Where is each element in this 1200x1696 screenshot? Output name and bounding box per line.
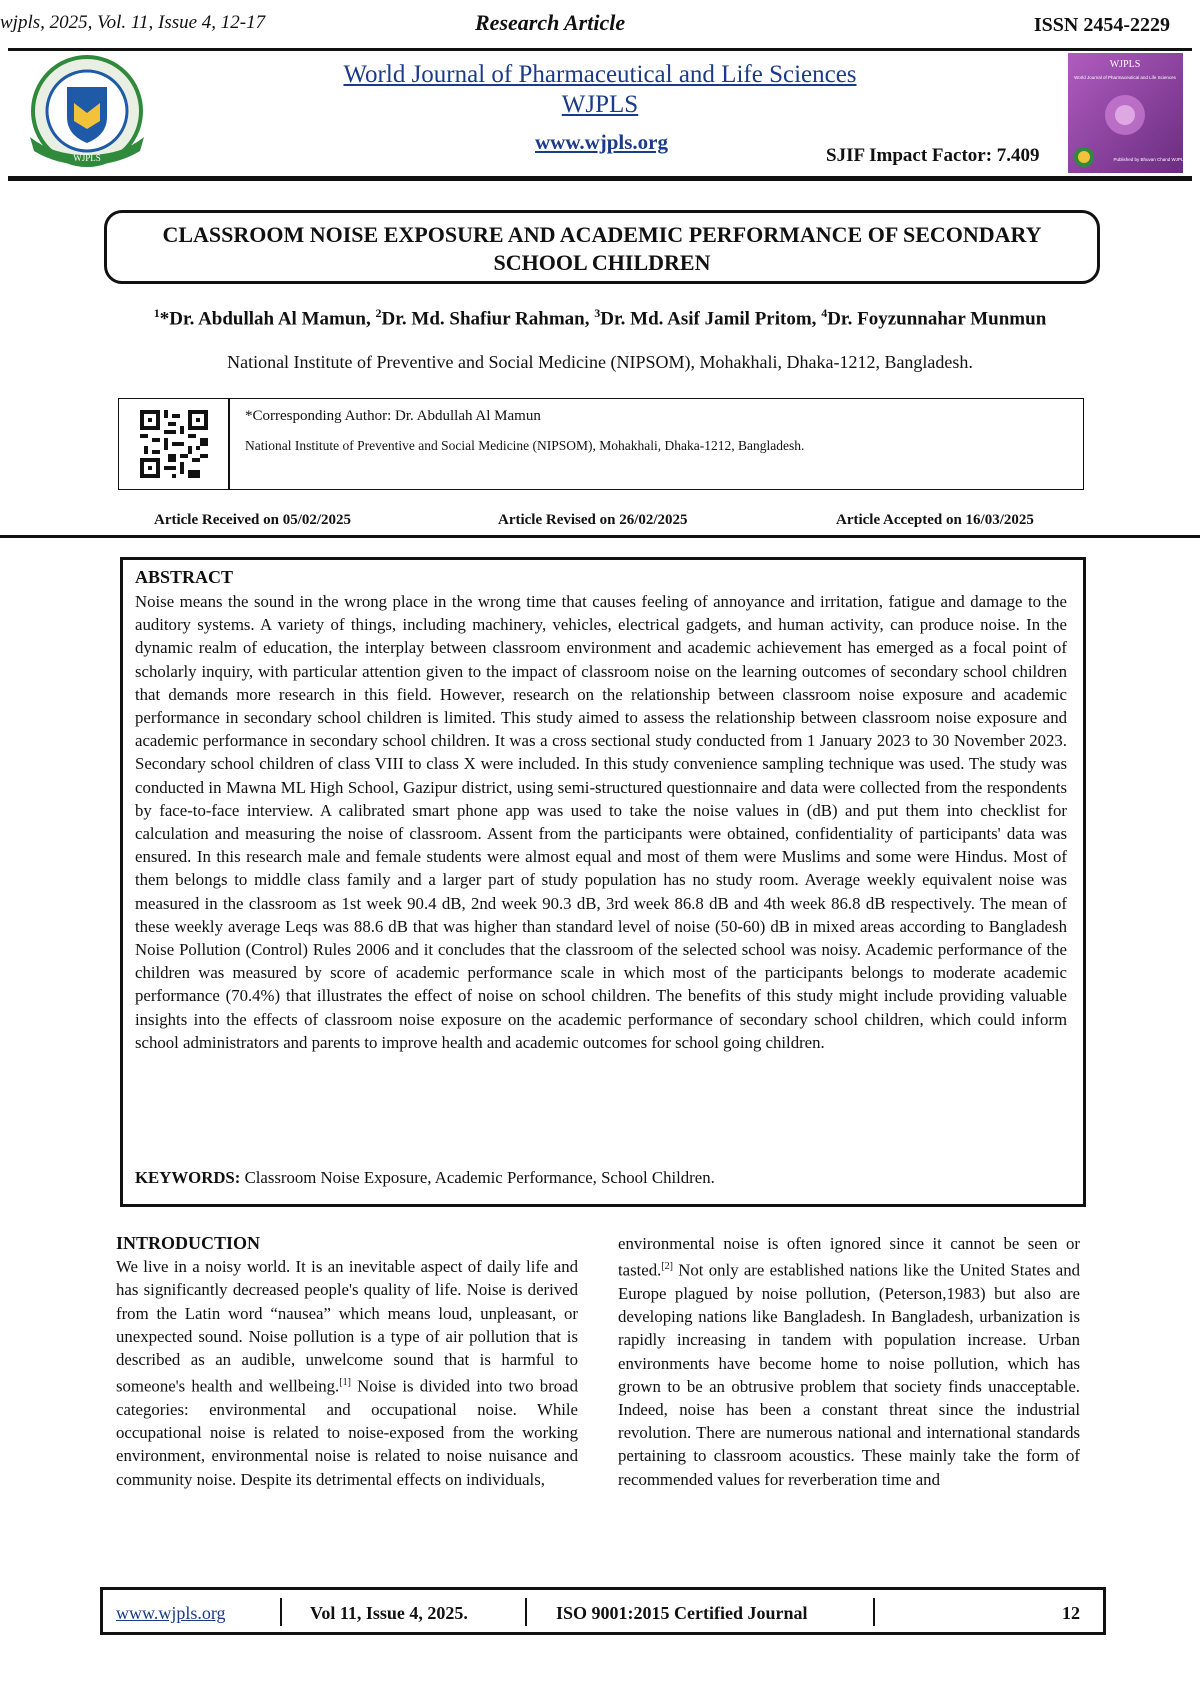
intro-text: We live in a noisy world. It is an inevitable aspect of daily life and has significantly decreased people's quality of life. Noise is derived from the Latin word “nausea” which means loud, unpleasant, or unexpected sound. Noise pollution is a type of air pollution that is described as an audible, unwelcome sound that is harmful to someone's health and wellbeing. [116, 1257, 578, 1396]
article-type: Research Article [475, 10, 626, 35]
journal-cover [1068, 53, 1183, 173]
intro-text: environmental noise is often ignored since it cannot be seen or tasted. [618, 1234, 1080, 1280]
author-sup: 3 [594, 306, 601, 320]
journal-logo [22, 55, 152, 167]
corresponding-author-name: *Corresponding Author: Dr. Abdullah Al Mamun [245, 408, 541, 424]
title-line-1: CLASSROOM NOISE EXPOSURE AND ACADEMIC PERFORMANCE OF SECONDARY [162, 222, 1042, 247]
svg-text:WJPLS: WJPLS [73, 153, 101, 163]
footer-separator [873, 1598, 875, 1626]
issn: ISSN 2454-2229 [1033, 14, 1170, 36]
impact-factor: SJIF Impact Factor: 7.409 [826, 145, 1040, 166]
keywords-list: Classroom Noise Exposure, Academic Performance, School Children. [244, 1168, 715, 1187]
author-sup: 2 [375, 306, 382, 320]
journal-logo-emblem-icon [22, 55, 152, 167]
footer-certification: ISO 9001:2015 Certified Journal [556, 1603, 808, 1623]
journal-abbrev[interactable]: WJPLS [561, 91, 639, 118]
dates-rule [0, 535, 1200, 538]
qr-code[interactable] [140, 410, 208, 478]
date-revised: Article Revised on 26/02/2025 [498, 512, 688, 528]
banner-rule [8, 176, 1192, 181]
affiliation: National Institute of Preventive and Social Medicine (NIPSOM), Mohakhali, Dhaka-1212, Bangladesh. [227, 352, 973, 372]
author-list [0, 306, 1200, 330]
intro-text: Not only are established nations like the United States and Europe plagued by noise pollution, (Peterson,1983) but also are developing nations like Bangladesh. In Bangladesh, urbanization is rapidly increasing in tandem with population increase. Urban environments have become home to noise pollution, which has grown to be an obtrusive problem that society finds unacceptable. Indeed, noise has been a constant threat since the industrial revolution. There are numerous national and international standards pertaining to classroom acoustics. These mainly take the form of recommended values for reverberation time and [618, 1260, 1080, 1489]
svg-text:Published by Bhuvan Chand WJPL: Published by Bhuvan Chand WJPLS [1113, 157, 1183, 162]
author-name: Dr. Md. Asif Jamil Pritom, [600, 308, 817, 330]
author-name: *Dr. Abdullah Al Mamun, [159, 308, 371, 330]
abstract-heading: ABSTRACT [135, 567, 234, 587]
footer-separator [525, 1598, 527, 1626]
journal-url-link[interactable]: www.wjpls.org [535, 130, 669, 154]
journal-cover-icon [1068, 53, 1183, 173]
journal-name-block [300, 60, 900, 120]
keywords-label: KEYWORDS: [135, 1168, 241, 1187]
abstract-text: Noise means the sound in the wrong place in the wrong time that causes feeling of annoyance and irritation, fatigue and damage to the auditory systems. A variety of things, including machinery, vehicles, electrical gadgets, and human activity, can produce noise. In the dynamic realm of education, the interplay between classroom environment and academic achievement has emerged as a focal point of scholarly inquiry, with particular attention given to the impact of classroom noise on the learning outcomes of secondary school children that demands more research in this field. However, research on the relationship between classroom noise exposure and academic performance in secondary school children is limited. This study aimed to assess the relationship between classroom noise exposure and academic performance in secondary school children. It was a cross sectional study conducted from 1 January 2023 to 30 November 2023. Secondary school children of class VIII to class X were included. In this study convenience sampling technique was used. The study was conducted in Mawna ML High School, Gazipur district, using semi-structured questionnaire and data were collected from the respondents by face-to-face interview. A calibrated smart phone app was used to take the noise values in (dB) and put them into checklist for calculation and measuring the noise of classroom. Assent from the participants were obtained, confidentiality of participants' data was ensured. In this research male and female students were almost equal and most of them were Muslims and some were Hindus. Most of them belongs to middle class family and a larger part of study population has no study room. Average weekly equivalent noise was measured in the classroom as 1st week 90.4 dB, 2nd week 90.3 dB, 3rd week 86.8 dB and 4th week 86.8 dB respectively. The mean of these weekly average Leqs was 88.6 dB that was higher than standard level of noise (50-60) dB in mixed areas according to Bangladesh Noise Pollution (Control) Rules 2006 and it concludes that the classroom of the selected school was noisy. Academic performance of the children was measured by score of academic performance scale in which most of the participants belongs to moderate academic performance (70.4%) that illustrates the effect of noise on school children. The benefits of this study might include providing valuable insights into the effects of classroom noise exposure on the academic performance of secondary school children, which could inform school administrators and parents to improve health and academic outcomes for school going children. [135, 592, 1067, 1052]
author-name: Dr. Foyzunnahar Munmun [827, 308, 1047, 330]
corresponding-author-affiliation: National Institute of Preventive and Social Medicine (NIPSOM), Mohakhali, Dhaka-1212, Bangladesh. [245, 438, 805, 453]
svg-text:World Journal of Pharmaceutica: World Journal of Pharmaceutical and Life Sciences [1074, 75, 1176, 80]
footer-url-link[interactable]: www.wjpls.org [116, 1603, 226, 1623]
author-sup: 4 [821, 306, 828, 320]
author-name: Dr. Md. Shafiur Rahman, [381, 308, 590, 330]
author-sup: 1 [153, 306, 160, 320]
page-number: 12 [1062, 1603, 1080, 1623]
qr-code-icon [140, 410, 208, 478]
journal-name[interactable]: World Journal of Pharmaceutical and Life Sciences [343, 61, 857, 88]
footer-volume: Vol 11, Issue 4, 2025. [310, 1603, 468, 1623]
citation-ref[interactable]: [1] [339, 1377, 351, 1389]
date-accepted: Article Accepted on 16/03/2025 [836, 512, 1034, 528]
intro-text: Noise is divided into two broad categories: environmental and occupational noise. While occupational noise is related to noise-exposed from the working environment, environmental noise is related to noise nuisance and community noise. Despite its detrimental effects on individuals, [116, 1376, 578, 1489]
article-title [104, 210, 1100, 284]
footer-separator [280, 1598, 282, 1626]
corr-divider [228, 398, 230, 490]
keywords [135, 1168, 715, 1188]
date-received: Article Received on 05/02/2025 [154, 512, 352, 528]
intro-column-left [116, 1232, 578, 1491]
header-rule [8, 48, 1192, 51]
svg-text:WJPLS: WJPLS [1109, 59, 1141, 70]
citation: wjpls, 2025, Vol. 11, Issue 4, 12-17 [0, 12, 266, 33]
citation-ref[interactable]: [2] [661, 1261, 674, 1273]
intro-heading: INTRODUCTION [116, 1233, 261, 1253]
intro-column-right [618, 1232, 1080, 1491]
title-line-2: SCHOOL CHILDREN [493, 250, 711, 275]
